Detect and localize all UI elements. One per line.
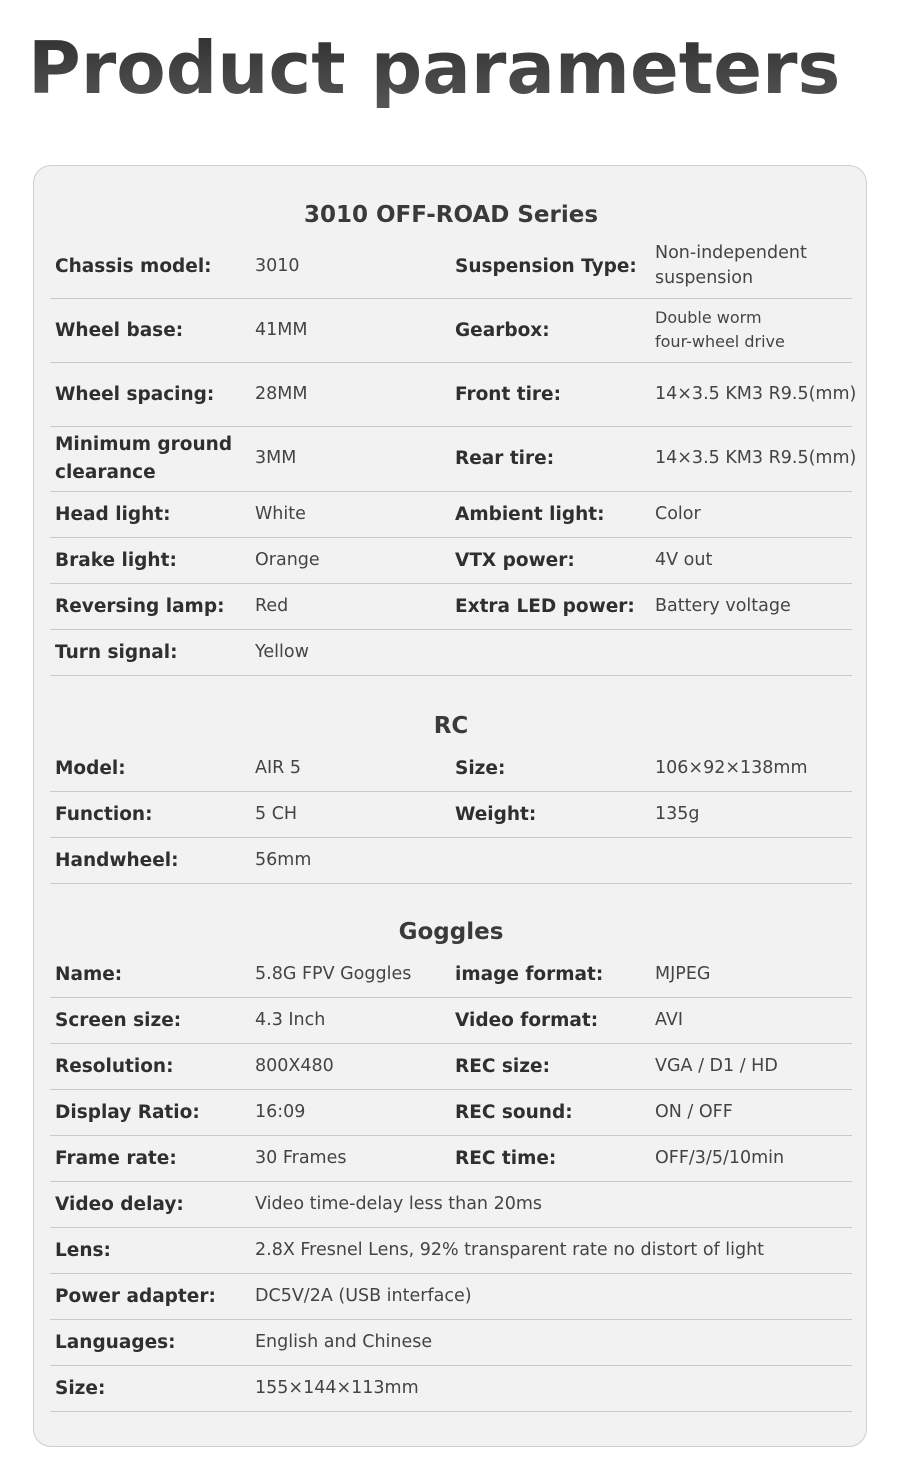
table-row (50, 1043, 852, 1090)
table-row (50, 1227, 852, 1274)
param-label: REC size: (455, 1055, 550, 1077)
param-value: Battery voltage (655, 595, 791, 616)
param-label: Model: (55, 757, 126, 779)
param-label: Resolution: (55, 1055, 174, 1077)
param-value: 106×92×138mm (655, 757, 808, 778)
param-value-multiline (655, 234, 855, 298)
param-value: Yellow (255, 641, 309, 662)
table-row (50, 298, 852, 363)
param-label: Turn signal: (55, 641, 178, 663)
param-value: 5.8G FPV Goggles (255, 963, 412, 984)
param-value: 4V out (655, 549, 713, 570)
param-value: AVI (655, 1009, 683, 1030)
param-value: 16:09 (255, 1101, 306, 1122)
param-label-line: clearance (55, 461, 156, 483)
param-value: 30 Frames (255, 1147, 347, 1168)
param-value: White (255, 503, 306, 524)
param-value: Color (655, 503, 701, 524)
param-label: Video format: (455, 1009, 599, 1031)
param-label: Size: (55, 1377, 106, 1399)
param-value: ON / OFF (655, 1101, 733, 1122)
param-value: 4.3 Inch (255, 1009, 326, 1030)
param-value: DC5V/2A (USB interface) (255, 1285, 472, 1306)
table-row (50, 362, 857, 427)
param-label: Suspension Type: (455, 255, 637, 277)
section-heading-rc: RC (433, 713, 469, 739)
param-label: Frame rate: (55, 1147, 177, 1169)
param-label-multiline (55, 426, 255, 491)
param-label: Weight: (455, 803, 537, 825)
table-row (50, 837, 852, 884)
table-row (50, 234, 852, 299)
param-value: AIR 5 (255, 757, 301, 778)
param-label: Front tire: (455, 383, 561, 405)
param-label: Display Ratio: (55, 1101, 200, 1123)
table-row (50, 537, 852, 584)
param-label: Wheel base: (55, 319, 184, 341)
param-value-multiline (655, 298, 855, 362)
param-label: Lens: (55, 1239, 111, 1261)
table-row (50, 583, 852, 630)
table-row (50, 1273, 852, 1320)
parameters-card (33, 165, 867, 1447)
param-value-line: four-wheel drive (655, 332, 785, 351)
param-label: Screen size: (55, 1009, 182, 1031)
param-label: Brake light: (55, 549, 177, 571)
param-label: Languages: (55, 1331, 176, 1353)
param-label: Head light: (55, 503, 171, 525)
param-value-line: suspension (655, 268, 754, 288)
table-row (50, 1135, 852, 1182)
table-row (50, 951, 852, 998)
section-heading-goggles: Goggles (398, 919, 504, 945)
param-value: 2.8X Fresnel Lens, 92% transparent rate no distort of light (255, 1239, 765, 1260)
param-label: Ambient light: (455, 503, 605, 525)
param-label: REC time: (455, 1147, 557, 1169)
param-label: Function: (55, 803, 153, 825)
table-row (50, 1319, 852, 1366)
param-value: 14×3.5 KM3 R9.5(mm) (655, 383, 857, 404)
param-value: English and Chinese (255, 1331, 433, 1352)
param-value: 800X480 (255, 1055, 334, 1076)
param-value: 56mm (255, 849, 312, 870)
table-row (50, 1365, 852, 1412)
param-value: Video time-delay less than 20ms (255, 1193, 543, 1214)
table-row (50, 997, 852, 1044)
param-value: 28MM (255, 383, 308, 404)
table-row (50, 629, 852, 676)
param-value: VGA / D1 / HD (655, 1055, 778, 1076)
param-label: Handwheel: (55, 849, 179, 871)
param-label: Chassis model: (55, 255, 212, 277)
table-row (50, 1089, 852, 1136)
param-label: Video delay: (55, 1193, 184, 1215)
param-value: 14×3.5 KM3 R9.5(mm) (655, 448, 857, 468)
param-value: Red (255, 595, 289, 616)
param-value: 41MM (255, 319, 308, 340)
param-label: Extra LED power: (455, 595, 635, 617)
param-value: 3010 (255, 255, 300, 276)
table-row (50, 791, 852, 838)
table-row (50, 426, 857, 492)
page-title: Product parameters (28, 18, 840, 118)
param-label: REC sound: (455, 1101, 573, 1123)
param-label: Size: (455, 757, 506, 779)
table-row (50, 1181, 852, 1228)
param-value: 3MM (255, 448, 297, 468)
param-value-line: Double worm (655, 308, 762, 327)
param-label: Gearbox: (455, 319, 550, 341)
param-label: Wheel spacing: (55, 383, 215, 405)
table-row (50, 745, 852, 792)
section-heading-offroad: 3010 OFF-ROAD Series (303, 202, 599, 228)
param-value: Orange (255, 549, 320, 570)
param-value: 135g (655, 803, 700, 824)
param-label: Name: (55, 963, 123, 985)
table-row (50, 491, 852, 538)
param-value: MJPEG (655, 963, 711, 984)
param-value-line: Non-independent (655, 243, 807, 263)
param-label: Reversing lamp: (55, 595, 225, 617)
param-label: image format: (455, 963, 604, 985)
param-label: Power adapter: (55, 1285, 216, 1307)
param-label: VTX power: (455, 549, 575, 571)
param-label-line: Minimum ground (55, 433, 233, 455)
param-value: 155×144×113mm (255, 1377, 419, 1398)
param-label: Rear tire: (455, 448, 555, 469)
param-value: OFF/3/5/10min (655, 1147, 785, 1168)
param-value: 5 CH (255, 803, 298, 824)
